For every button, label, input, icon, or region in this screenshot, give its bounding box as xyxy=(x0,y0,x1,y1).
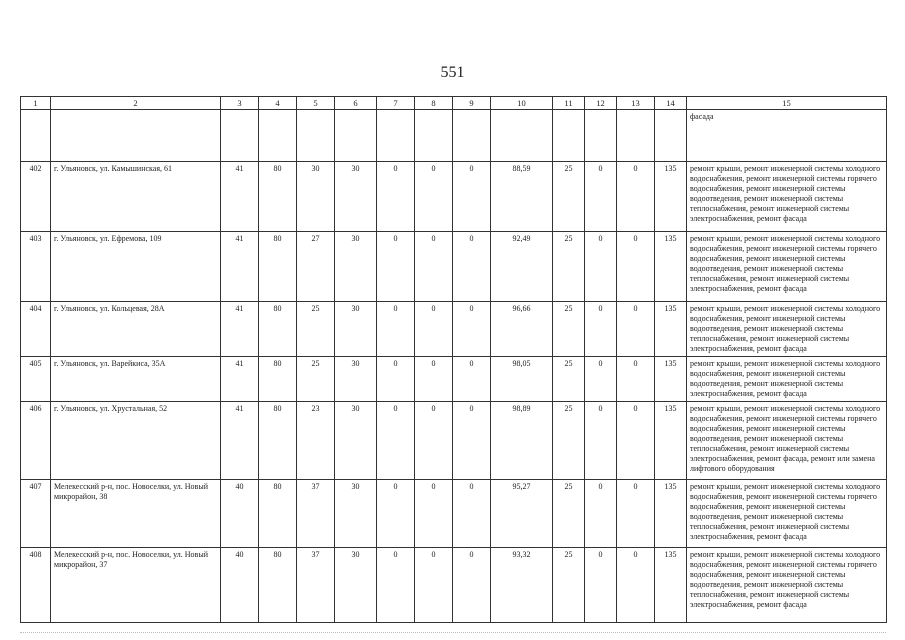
value-cell-c10: 88,59 xyxy=(491,162,553,232)
value-cell-c6: 30 xyxy=(335,480,377,548)
address-cell: г. Ульяновск, ул. Камышинская, 61 xyxy=(51,162,221,232)
value-cell-c11: 25 xyxy=(553,162,585,232)
value-cell-c4: 80 xyxy=(259,232,297,302)
value-cell-c3: 40 xyxy=(221,480,259,548)
value-cell-c8: 0 xyxy=(415,480,453,548)
column-number-9: 9 xyxy=(453,97,491,110)
value-cell-c6: 30 xyxy=(335,357,377,402)
value-cell-c10: 95,27 xyxy=(491,480,553,548)
value-cell-c9: 0 xyxy=(453,357,491,402)
value-cell-c8: 0 xyxy=(415,232,453,302)
cell-c6 xyxy=(335,110,377,162)
works-cell: ремонт крыши, ремонт инженерной системы холодного водоснабжения, ремонт инженерной системы горячего водоснабжения, ремонт инженерной системы водоотведения, ремонт инженерной системы теплоснабжения, ремонт инженерной системы электроснабжения, ремонт фасада xyxy=(687,162,887,232)
value-cell-c9: 0 xyxy=(453,402,491,480)
value-cell-c11: 25 xyxy=(553,548,585,623)
column-number-8: 8 xyxy=(415,97,453,110)
value-cell-c14: 135 xyxy=(655,402,687,480)
value-cell-c10: 98,89 xyxy=(491,402,553,480)
column-number-row xyxy=(21,97,887,110)
value-cell-c10: 92,49 xyxy=(491,232,553,302)
value-cell-c14: 135 xyxy=(655,548,687,623)
table-row xyxy=(21,357,887,402)
row-number: 405 xyxy=(21,357,51,402)
works-cell: ремонт крыши, ремонт инженерной системы холодного водоснабжения, ремонт инженерной системы горячего водоснабжения, ремонт инженерной системы водоотведения, ремонт инженерной системы теплоснабжения, ремонт инженерной системы электроснабжения, ремонт фасада, ремонт или замена лифтового оборудования xyxy=(687,402,887,480)
page-number: 551 xyxy=(440,64,465,81)
value-cell-c12: 0 xyxy=(585,232,617,302)
value-cell-c3: 40 xyxy=(221,548,259,623)
column-number-2: 2 xyxy=(51,97,221,110)
cell-c10 xyxy=(491,110,553,162)
address-cell: Мелекесский р-н, пос. Новоселки, ул. Новый микрорайон, 38 xyxy=(51,480,221,548)
column-number-6: 6 xyxy=(335,97,377,110)
value-cell-c12: 0 xyxy=(585,302,617,357)
address-cell: г. Ульяновск, ул. Варейкиса, 35А xyxy=(51,357,221,402)
value-cell-c3: 41 xyxy=(221,302,259,357)
table-row xyxy=(21,302,887,357)
column-number-5: 5 xyxy=(297,97,335,110)
row-number: 403 xyxy=(21,232,51,302)
value-cell-c3: 41 xyxy=(221,162,259,232)
value-cell-c5: 25 xyxy=(297,302,335,357)
row-number: 404 xyxy=(21,302,51,357)
column-number-1: 1 xyxy=(21,97,51,110)
cell-c14 xyxy=(655,110,687,162)
value-cell-c5: 37 xyxy=(297,480,335,548)
value-cell-c3: 41 xyxy=(221,402,259,480)
value-cell-c8: 0 xyxy=(415,357,453,402)
cell-works: фасада xyxy=(687,110,887,162)
value-cell-c12: 0 xyxy=(585,162,617,232)
value-cell-c5: 37 xyxy=(297,548,335,623)
column-number-15: 15 xyxy=(687,97,887,110)
table-row xyxy=(21,480,887,548)
value-cell-c12: 0 xyxy=(585,548,617,623)
value-cell-c7: 0 xyxy=(377,232,415,302)
value-cell-c7: 0 xyxy=(377,548,415,623)
value-cell-c8: 0 xyxy=(415,162,453,232)
row-number: 407 xyxy=(21,480,51,548)
cell-c3 xyxy=(221,110,259,162)
value-cell-c13: 0 xyxy=(617,302,655,357)
address-cell: г. Ульяновск, ул. Хрустальная, 52 xyxy=(51,402,221,480)
value-cell-c6: 30 xyxy=(335,548,377,623)
cell-c13 xyxy=(617,110,655,162)
value-cell-c8: 0 xyxy=(415,548,453,623)
value-cell-c14: 135 xyxy=(655,162,687,232)
value-cell-c9: 0 xyxy=(453,548,491,623)
value-cell-c13: 0 xyxy=(617,548,655,623)
column-number-13: 13 xyxy=(617,97,655,110)
works-cell: ремонт крыши, ремонт инженерной системы холодного водоснабжения, ремонт инженерной системы водоотведения, ремонт инженерной системы теплоснабжения, ремонт инженерной системы электроснабжения, ремонт фасада xyxy=(687,302,887,357)
cell-c11 xyxy=(553,110,585,162)
value-cell-c13: 0 xyxy=(617,480,655,548)
value-cell-c3: 41 xyxy=(221,357,259,402)
value-cell-c7: 0 xyxy=(377,402,415,480)
cell-c1 xyxy=(21,110,51,162)
repair-program-table xyxy=(20,96,887,623)
value-cell-c7: 0 xyxy=(377,162,415,232)
value-cell-c5: 30 xyxy=(297,162,335,232)
value-cell-c4: 80 xyxy=(259,302,297,357)
value-cell-c6: 30 xyxy=(335,302,377,357)
value-cell-c12: 0 xyxy=(585,402,617,480)
value-cell-c7: 0 xyxy=(377,357,415,402)
table-row xyxy=(21,162,887,232)
value-cell-c14: 135 xyxy=(655,302,687,357)
column-number-4: 4 xyxy=(259,97,297,110)
value-cell-c9: 0 xyxy=(453,302,491,357)
value-cell-c4: 80 xyxy=(259,162,297,232)
address-cell: г. Ульяновск, ул. Кольцевая, 28А xyxy=(51,302,221,357)
column-number-10: 10 xyxy=(491,97,553,110)
value-cell-c11: 25 xyxy=(553,232,585,302)
value-cell-c13: 0 xyxy=(617,232,655,302)
value-cell-c14: 135 xyxy=(655,357,687,402)
value-cell-c6: 30 xyxy=(335,232,377,302)
value-cell-c10: 98,05 xyxy=(491,357,553,402)
value-cell-c4: 80 xyxy=(259,480,297,548)
value-cell-c14: 135 xyxy=(655,232,687,302)
works-cell: ремонт крыши, ремонт инженерной системы холодного водоснабжения, ремонт инженерной системы горячего водоснабжения, ремонт инженерной системы водоотведения, ремонт инженерной системы теплоснабжения, ремонт инженерной системы электроснабжения, ремонт фасада xyxy=(687,232,887,302)
value-cell-c8: 0 xyxy=(415,402,453,480)
value-cell-c11: 25 xyxy=(553,357,585,402)
table-row xyxy=(21,232,887,302)
row-number: 402 xyxy=(21,162,51,232)
cell-c8 xyxy=(415,110,453,162)
value-cell-c7: 0 xyxy=(377,480,415,548)
cell-c5 xyxy=(297,110,335,162)
value-cell-c10: 93,32 xyxy=(491,548,553,623)
row-number: 406 xyxy=(21,402,51,480)
value-cell-c7: 0 xyxy=(377,302,415,357)
address-cell: г. Ульяновск, ул. Ефремова, 109 xyxy=(51,232,221,302)
works-cell: ремонт крыши, ремонт инженерной системы холодного водоснабжения, ремонт инженерной системы водоотведения, ремонт инженерной системы электроснабжения, ремонт фасада xyxy=(687,357,887,402)
column-number-3: 3 xyxy=(221,97,259,110)
table-row xyxy=(21,548,887,623)
value-cell-c8: 0 xyxy=(415,302,453,357)
value-cell-c12: 0 xyxy=(585,357,617,402)
value-cell-c4: 80 xyxy=(259,357,297,402)
continued-row xyxy=(21,110,887,162)
table-body xyxy=(21,97,887,623)
value-cell-c5: 27 xyxy=(297,232,335,302)
cell-c9 xyxy=(453,110,491,162)
value-cell-c13: 0 xyxy=(617,357,655,402)
value-cell-c11: 25 xyxy=(553,480,585,548)
value-cell-c9: 0 xyxy=(453,232,491,302)
works-cell: ремонт крыши, ремонт инженерной системы холодного водоснабжения, ремонт инженерной системы горячего водоснабжения, ремонт инженерной системы водоотведения, ремонт инженерной системы теплоснабжения, ремонт инженерной системы электроснабжения, ремонт фасада xyxy=(687,480,887,548)
cell-c4 xyxy=(259,110,297,162)
cell-c7 xyxy=(377,110,415,162)
value-cell-c6: 30 xyxy=(335,402,377,480)
value-cell-c4: 80 xyxy=(259,548,297,623)
value-cell-c11: 25 xyxy=(553,402,585,480)
value-cell-c4: 80 xyxy=(259,402,297,480)
cell-c2 xyxy=(51,110,221,162)
column-number-12: 12 xyxy=(585,97,617,110)
value-cell-c12: 0 xyxy=(585,480,617,548)
value-cell-c6: 30 xyxy=(335,162,377,232)
works-cell: ремонт крыши, ремонт инженерной системы холодного водоснабжения, ремонт инженерной системы горячего водоснабжения, ремонт инженерной системы водоотведения, ремонт инженерной системы теплоснабжения, ремонт инженерной системы электроснабжения, ремонт фасада xyxy=(687,548,887,623)
cell-c12 xyxy=(585,110,617,162)
value-cell-c5: 23 xyxy=(297,402,335,480)
scan-edge xyxy=(20,632,886,634)
value-cell-c14: 135 xyxy=(655,480,687,548)
value-cell-c3: 41 xyxy=(221,232,259,302)
value-cell-c9: 0 xyxy=(453,480,491,548)
value-cell-c13: 0 xyxy=(617,162,655,232)
value-cell-c13: 0 xyxy=(617,402,655,480)
address-cell: Мелекесский р-н, пос. Новоселки, ул. Новый микрорайон, 37 xyxy=(51,548,221,623)
column-number-14: 14 xyxy=(655,97,687,110)
value-cell-c10: 96,66 xyxy=(491,302,553,357)
row-number: 408 xyxy=(21,548,51,623)
value-cell-c9: 0 xyxy=(453,162,491,232)
column-number-11: 11 xyxy=(553,97,585,110)
value-cell-c11: 25 xyxy=(553,302,585,357)
value-cell-c5: 25 xyxy=(297,357,335,402)
table-row xyxy=(21,402,887,480)
column-number-7: 7 xyxy=(377,97,415,110)
